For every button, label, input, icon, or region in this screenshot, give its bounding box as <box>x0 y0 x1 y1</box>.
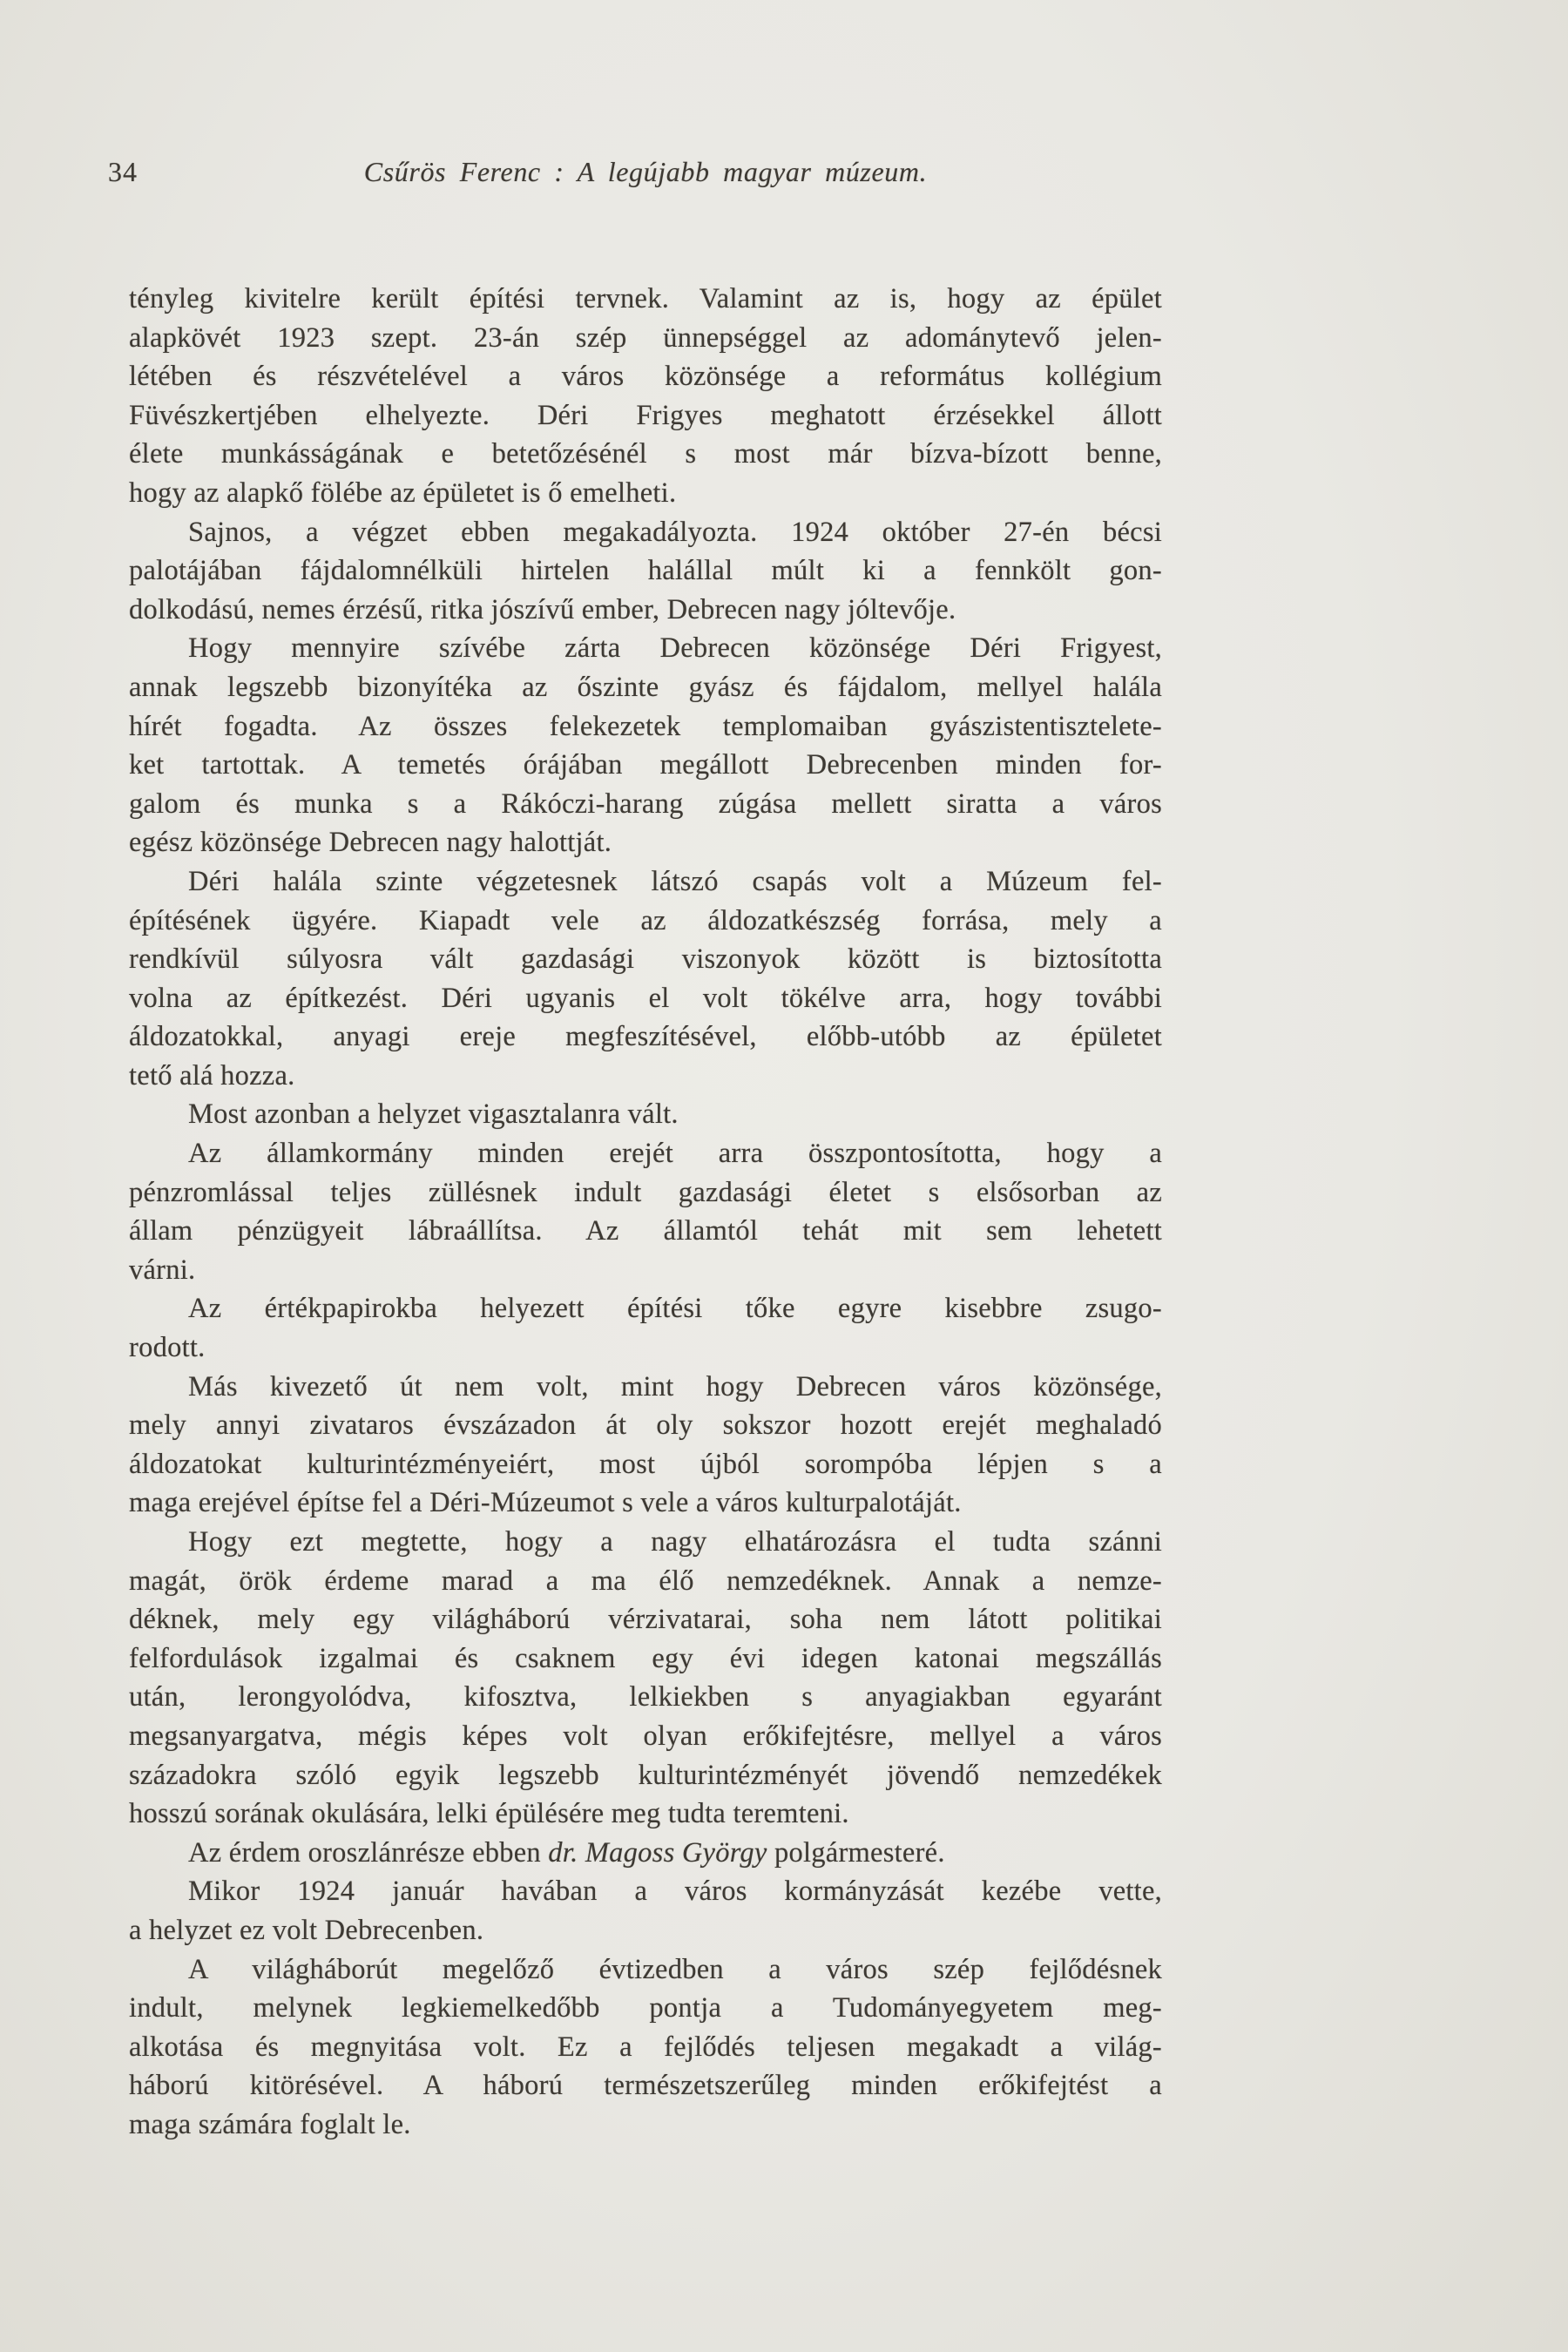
text-line: Most azonban a helyzet vigasztalanra vált. <box>188 1098 679 1131</box>
text-line: A világháborút megelőző évtizedben a város szép fejlődésnek <box>188 1953 1162 1985</box>
text-line: Hogy mennyire szívébe zárta Debrecen közönsége Déri Frigyest, <box>188 632 1162 665</box>
text-line: a helyzet ez volt Debrecenben. <box>129 1914 484 1946</box>
text-line: élete munkásságának e betetőzésénél s most már bízva-bízott benne, <box>129 438 1162 470</box>
text-line: indult, melynek legkiemelkedőbb pontja a Tudományegyetem meg- <box>129 1992 1162 2024</box>
text-line: déknek, mely egy világháború vérzivatarai, soha nem látott politikai <box>129 1604 1162 1636</box>
text-line: felfordulások izgalmai és csaknem egy évi idegen katonai megszállás <box>129 1642 1162 1674</box>
text-line: építésének ügyére. Kiapadt vele az áldozatkészség forrása, mely a <box>129 904 1162 936</box>
text-line: hogy az alapkő fölébe az épületet is ő emelheti. <box>129 476 677 509</box>
text-line: megsanyargatva, mégis képes volt olyan erőkifejtésre, mellyel a város <box>129 1720 1162 1752</box>
text-line: hírét fogadta. Az összes felekezetek templomaiban gyászistentisztelete- <box>129 710 1162 742</box>
text-line: ket tartottak. A temetés órájában megállott Debrecenben minden for- <box>129 749 1162 781</box>
italic-person-name: dr. Magoss György <box>548 1836 767 1869</box>
text-line: Déri halála szinte végzetesnek látszó csapás volt a Múzeum fel- <box>188 865 1162 897</box>
text-line: egész közönsége Debrecen nagy halottját. <box>129 827 612 859</box>
text-line: Hogy ezt megtette, hogy a nagy elhatározásra el tudta szánni <box>188 1526 1162 1558</box>
text-line: annak legszebb bizonyítéka az őszinte gyász és fájdalom, mellyel halála <box>129 671 1162 703</box>
page-number: 34 <box>108 156 138 187</box>
text-line: várni. <box>129 1254 196 1286</box>
text-segment: polgármesteré. <box>767 1836 945 1869</box>
text-line: maga erejével építse fel a Déri-Múzeumot s vele a város kulturpalotáját. <box>129 1487 962 1519</box>
text-line: tényleg kivitelre került építési tervnek. Valamint az is, hogy az épület <box>129 283 1162 314</box>
text-line: után, lerongyolódva, kifosztva, lelkiekben s anyagiakban egyaránt <box>129 1681 1162 1713</box>
text-line: állam pénzügyeit lábraállítsa. Az államtól tehát mit sem lehetett <box>129 1215 1162 1247</box>
text-line: hosszú sorának okulására, lelki épülésére meg tudta teremteni. <box>129 1798 849 1830</box>
text-line: Az értékpapirokba helyezett építési tőke egyre kisebbre zsugo- <box>188 1293 1162 1325</box>
text-line: dolkodású, nemes érzésű, ritka jószívű ember, Debrecen nagy jóltevője. <box>129 593 956 625</box>
text-line: maga számára foglalt le. <box>129 2108 411 2140</box>
text-line: Füvészkertjében elhelyezte. Déri Frigyes meghatott érzésekkel állott <box>129 399 1162 431</box>
text-line: magát, örök érdeme marad a ma élő nemzedéknek. Annak a nemze- <box>129 1565 1162 1597</box>
text-line: alkotása és megnyitása volt. Ez a fejlődés teljesen megakadt a világ- <box>129 2031 1162 2063</box>
text-block <box>129 280 1162 2145</box>
running-head: Csűrös Ferenc : A legújabb magyar múzeum. <box>363 156 928 187</box>
text-line: Mikor 1924 január havában a város kormányzását kezébe vette, <box>188 1876 1162 1908</box>
text-line: palotájában fájdalomnélküli hirtelen halállal múlt ki a fennkölt gon- <box>129 555 1162 587</box>
text-line: rendkívül súlyosra vált gazdasági viszonyok között is biztosította <box>129 943 1162 976</box>
text-line: Más kivezető út nem volt, mint hogy Debrecen város közönsége, <box>188 1370 1162 1402</box>
text-line: háború kitörésével. A háború természetszerűleg minden erőkifejtést a <box>129 2070 1162 2102</box>
text-segment: Az érdem oroszlánrésze ebben <box>188 1836 549 1869</box>
text-line: tető alá hozza. <box>129 1059 295 1092</box>
text-line: mely annyi zivataros évszázadon át oly sokszor hozott erejét meghaladó <box>129 1409 1162 1442</box>
text-line: Sajnos, a végzet ebben megakadályozta. 1924 október 27-én bécsi <box>188 516 1162 548</box>
text-line: létében és részvételével a város közönsége a református kollégium <box>129 361 1162 393</box>
text-line: századokra szóló egyik legszebb kulturintézményét jövendő nemzedékek <box>129 1759 1162 1791</box>
text-line: rodott. <box>129 1332 206 1364</box>
text-line: áldozatokat kulturintézményeiért, most újból sorompóba lépjen s a <box>129 1448 1162 1480</box>
text-line: alapkövét 1923 szept. 23-án szép ünnepséggel az adománytevő jelen- <box>129 321 1162 354</box>
text-line: galom és munka s a Rákóczi-harang zúgása mellett siratta a város <box>129 787 1162 820</box>
text-line: áldozatokkal, anyagi ereje megfeszítésével, előbb-utóbb az épületet <box>129 1021 1162 1053</box>
text-line: Az államkormány minden erejét arra összpontosította, hogy a <box>188 1138 1162 1170</box>
text-line: pénzromlással teljes züllésnek indult gazdasági életet s elsősorban az <box>129 1176 1162 1208</box>
text-line <box>129 1834 1162 1873</box>
text-line: volna az építkezést. Déri ugyanis el volt tökélve arra, hogy további <box>129 982 1162 1014</box>
